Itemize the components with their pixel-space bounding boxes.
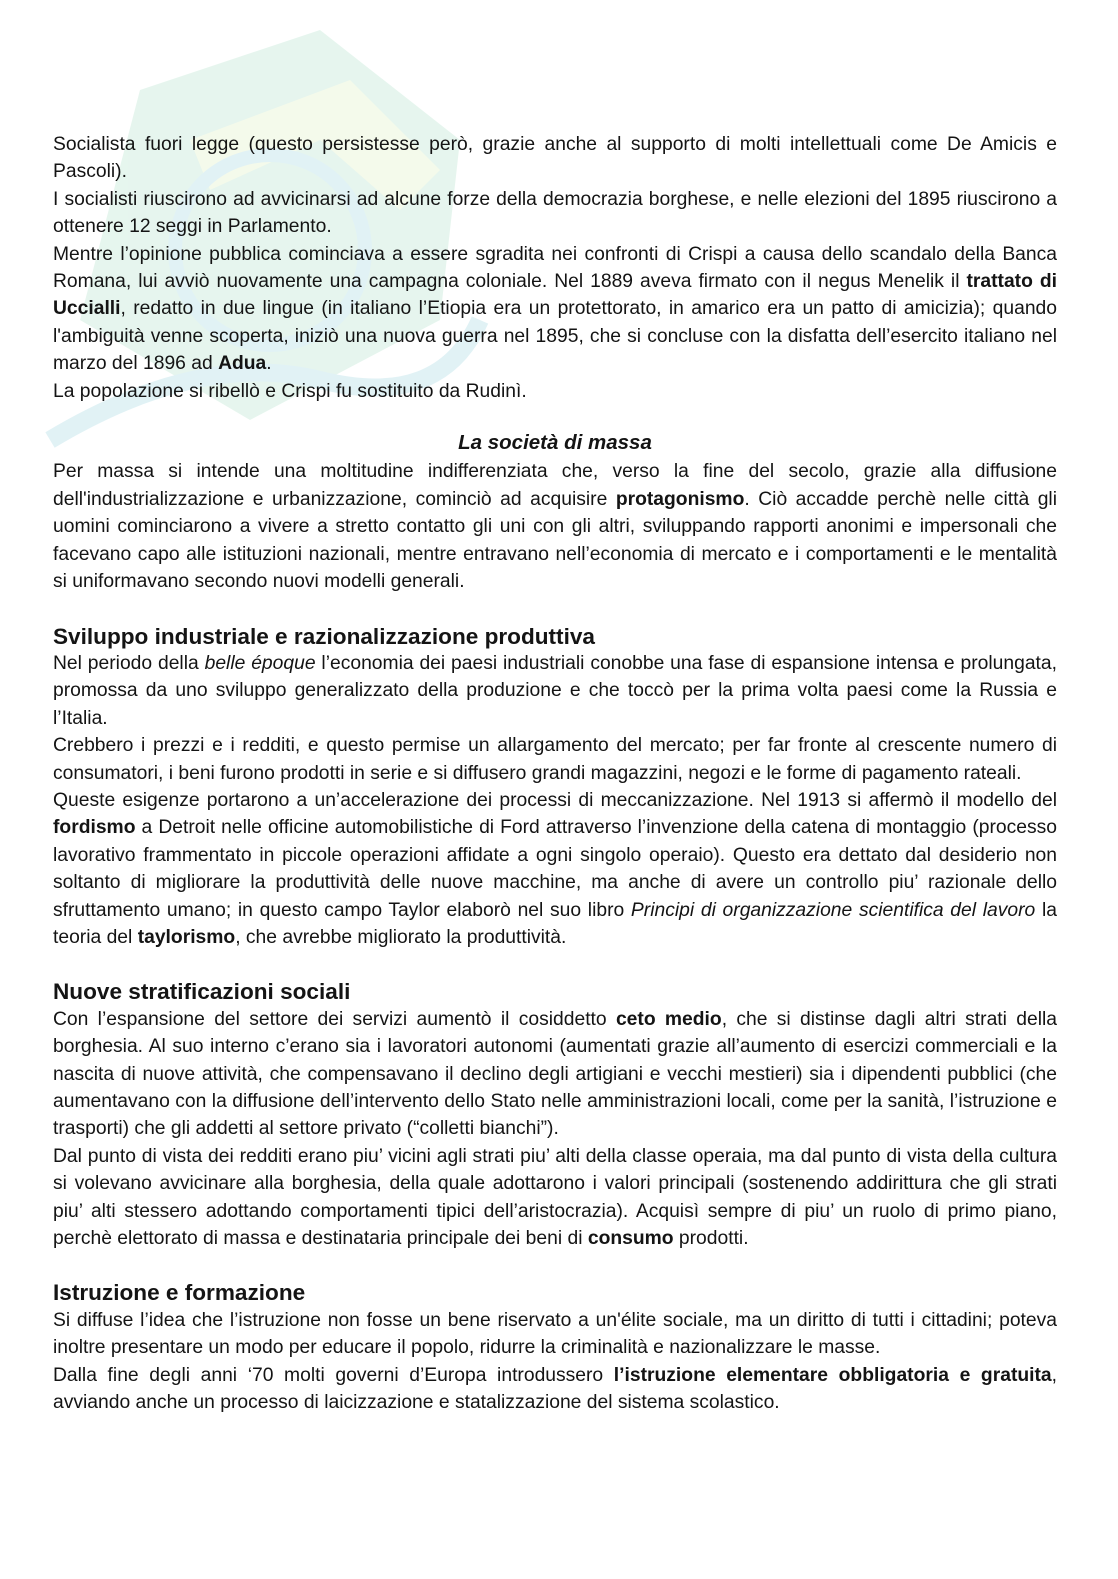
heading-education: Istruzione e formazione (53, 1280, 306, 1306)
social-paragraph-1: Con l’espansione del settore dei servizi aumentò il cosiddetto ceto medio, che si distinse dagli altri strati della borghesia. Al suo interno c’erano sia i lavoratori autonomi (aumentati grazie all’aumento di esercizi commerciali e la nascita di nuove attività, che compensavano il declino degli artigiani e vecchi mestieri) sia i dipendenti pubblici (che aumentavano con la diffusione dell’intervento dello Stato nelle amministrazioni locali, come per la sanità, l’istruzione e trasporti) che gli addetti al settore privato (“colletti bianchi”). (53, 1008, 1057, 1140)
bold-term-ceto-medio: ceto medio (615, 1008, 722, 1030)
mass-society-paragraph: Per massa si intende una moltitudine indifferenziata che, verso la fine del secolo, grazie alla diffusione dell'industrializzazione e urbanizzazione, cominciò ad acquisire protagonismo. Ciò accadde perchè nelle città gli uomini cominciarono a vivere a stretto contatto gli uni con gli altri, sviluppando rapporti anonimi e impersonali che facevano capo alle istituzioni nazionali, mentre entravano nell’economia di mercato e i comportamenti e le mentalità si uniformavano secondo nuovi modelli generali. (53, 461, 1057, 593)
bold-term-uccialli: trattato di Uccialli (53, 271, 1057, 320)
industrial-paragraph-3: Queste esigenze portarono a un’accelerazione dei processi di meccanizzazione. Nel 1913 si affermò il modello del fordismo a Detroit nelle officine automobilistiche di Ford attraverso l’invenzione della catena di montaggio (processo lavorativo frammentato in piccole operazioni affidate a ogni singolo operaio). Questo era dettato dal desiderio non soltanto di migliorare la produttività delle nuove macchine, ma anche di avere un controllo piu’ razionale dello sfruttamento umano; in questo campo Taylor elaborò nel suo libro Principi di organizzazione scientifica del lavoro la teoria del taylorismo, che avrebbe migliorato la produttività. (53, 789, 1057, 948)
bold-term-taylorismo: taylorismo (137, 926, 236, 948)
education-paragraph-2: Dalla fine degli anni ‘70 molti governi d’Europa introdussero l’istruzione elementare obbligatoria e gratuita, avviando anche un processo di laicizzazione e statalizzazione del sistema scolastico. (53, 1364, 1057, 1414)
italic-term-belle-epoque: belle époque (204, 652, 316, 674)
document-page (53, 131, 1057, 1416)
intro-paragraph-2: I socialisti riuscirono ad avvicinarsi ad alcune forze della democrazia borghese, e nelle elezioni del 1895 riuscirono a ottenere 12 seggi in Parlamento. (53, 188, 1057, 238)
industrial-paragraph-2: Crebbero i prezzi e i redditi, e questo permise un allargamento del mercato; per far fronte al crescente numero di consumatori, i beni furono prodotti in serie e si diffusero grandi magazzini, negozi e le forme di pagamento rateali. (53, 735, 1057, 784)
section-title-mass-society: La società di massa (458, 431, 652, 455)
bold-term-consumo: consumo (587, 1228, 674, 1250)
heading-industrial-development: Sviluppo industriale e razionalizzazione produttiva (53, 623, 595, 649)
bold-term-fordismo: fordismo (53, 817, 136, 839)
bold-term-adua: Adua (218, 353, 267, 375)
bold-term-protagonismo: protagonismo (615, 488, 745, 510)
industrial-paragraph-1: Nel periodo della belle époque l’economia dei paesi industriali conobbe una fase di espansione intensa e prolungata, promossa da uno sviluppo generalizzato della produzione e che toccò per la prima volta paesi come la Russia e l’Italia. (53, 652, 1057, 729)
intro-paragraph-4: La popolazione si ribellò e Crispi fu sostituito da Rudinì. (53, 380, 527, 402)
education-paragraph-1: Si diffuse l’idea che l’istruzione non fosse un bene riservato a un'élite sociale, ma un diritto di tutti i cittadini; poteva inoltre presentare un modo per educare il popolo, ridurre la criminalità e nazionalizzare le masse. (53, 1309, 1057, 1359)
heading-social-stratification: Nuove stratificazioni sociali (53, 979, 351, 1005)
intro-paragraph-3: Mentre l’opinione pubblica cominciava a essere sgradita nei confronti di Crispi a causa dello scandalo della Banca Romana, lui avviò nuovamente una campagna coloniale. Nel 1889 aveva firmato con il negus Menelik il trattato di Uccialli, redatto in due lingue (in italiano l’Etiopia era un protettorato, in amarico era un patto di amicizia); quando l'ambiguità venne scoperta, iniziò una nuova guerra nel 1895, che si concluse con la disfatta dell’esercito italiano nel marzo del 1896 ad Adua. (53, 243, 1057, 375)
italic-book-title: Principi di organizzazione scientifica del lavoro (630, 899, 1036, 921)
bold-term-istruzione-obbligatoria: l’istruzione elementare obbligatoria e gratuita (613, 1364, 1052, 1386)
intro-paragraph-1: Socialista fuori legge (questo persistesse però, grazie anche al supporto di molti intellettuali come De Amicis e Pascoli). (53, 134, 1057, 183)
social-paragraph-2: Dal punto di vista dei redditi erano piu’ vicini agli strati piu’ alti della classe operaia, ma dal punto di vista della cultura si volevano avvicinare alla borghesia, della quale adottarono i valori principali (sostenendo addirittura che gli strati piu’ alti stessero adottando comportamenti tipici dell’aristocrazia). Acquisì sempre di piu’ un ruolo di primo piano, perchè elettorato di massa e destinataria principale dei beni di consumo prodotti. (53, 1145, 1057, 1250)
